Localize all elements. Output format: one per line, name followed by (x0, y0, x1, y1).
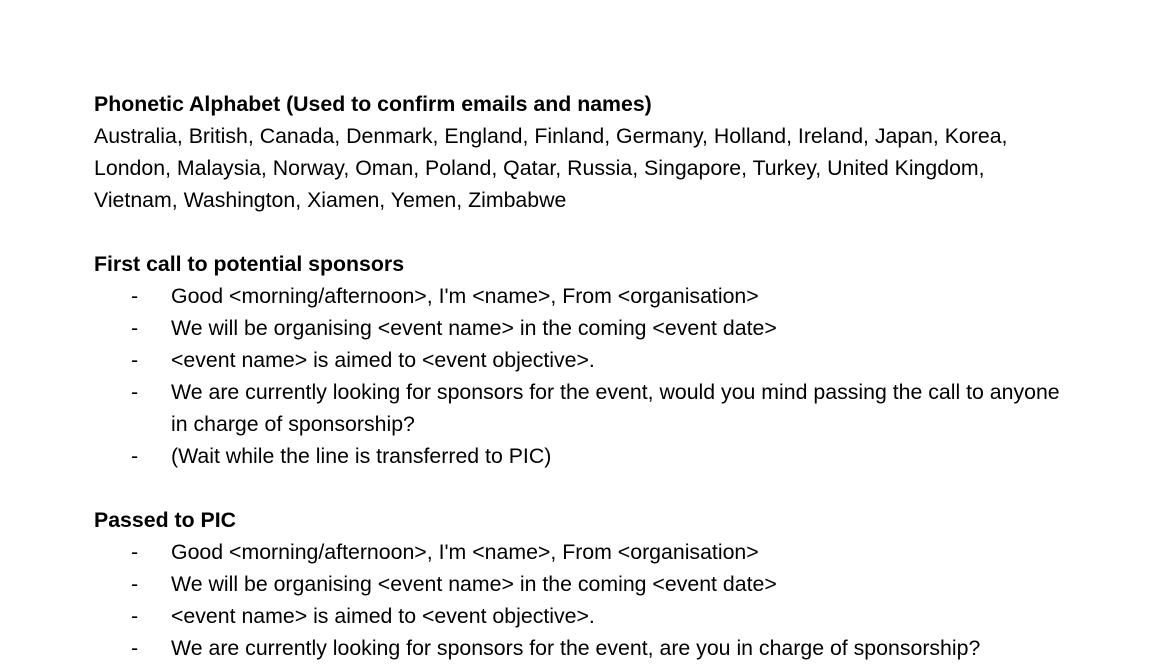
list-item-text: (Wait while the line is transferred to PIC) (171, 444, 552, 468)
list-item (94, 632, 1094, 664)
list-item-text: Good <morning/afternoon>, I'm <name>, From <organisation> (171, 540, 759, 564)
first-call-list (94, 280, 1094, 472)
list-item-text: We are currently looking for sponsors for the event, are you in charge of sponsorship? (171, 636, 981, 660)
dash-bullet: - (131, 316, 139, 340)
passed-to-pic-list (94, 536, 1094, 664)
dash-bullet: - (131, 380, 139, 404)
first-call-heading: First call to potential sponsors (94, 252, 405, 276)
list-item-text: Good <morning/afternoon>, I'm <name>, From <organisation> (171, 284, 759, 308)
list-item (94, 568, 1094, 600)
dash-bullet: - (131, 284, 139, 308)
list-item-text: We are currently looking for sponsors for the event, would you mind passing the call to anyone in charge of sponsorship? (171, 380, 1060, 436)
list-item-text: We will be organising <event name> in the coming <event date> (171, 572, 777, 596)
phonetic-alphabet-text: Australia, British, Canada, Denmark, England, Finland, Germany, Holland, Ireland, Japan, Korea, London, Malaysia, Norway, Oman, Poland, Qatar, Russia, Singapore, Turkey, United Kingdom, Vietnam, Washington, Xiamen, Yemen, Zimbabwe (94, 124, 1008, 212)
dash-bullet: - (131, 348, 139, 372)
dash-bullet: - (131, 444, 139, 468)
list-item (94, 376, 1094, 440)
list-item (94, 312, 1094, 344)
list-item-text: <event name> is aimed to <event objective>. (171, 604, 595, 628)
passed-to-pic-heading: Passed to PIC (94, 508, 237, 532)
phonetic-alphabet-heading: Phonetic Alphabet (Used to confirm emails and names) (94, 92, 652, 116)
dash-bullet: - (131, 604, 139, 628)
dash-bullet: - (131, 636, 139, 660)
list-item-text: We will be organising <event name> in the coming <event date> (171, 316, 777, 340)
passed-to-pic-section (94, 504, 1094, 664)
dash-bullet: - (131, 540, 139, 564)
list-item (94, 344, 1094, 376)
first-call-section (94, 248, 1094, 472)
list-item (94, 600, 1094, 632)
list-item-text: <event name> is aimed to <event objective>. (171, 348, 595, 372)
list-item (94, 536, 1094, 568)
dash-bullet: - (131, 572, 139, 596)
document-page (94, 88, 1094, 664)
list-item (94, 280, 1094, 312)
list-item (94, 440, 1094, 472)
phonetic-alphabet-section (94, 88, 1094, 216)
